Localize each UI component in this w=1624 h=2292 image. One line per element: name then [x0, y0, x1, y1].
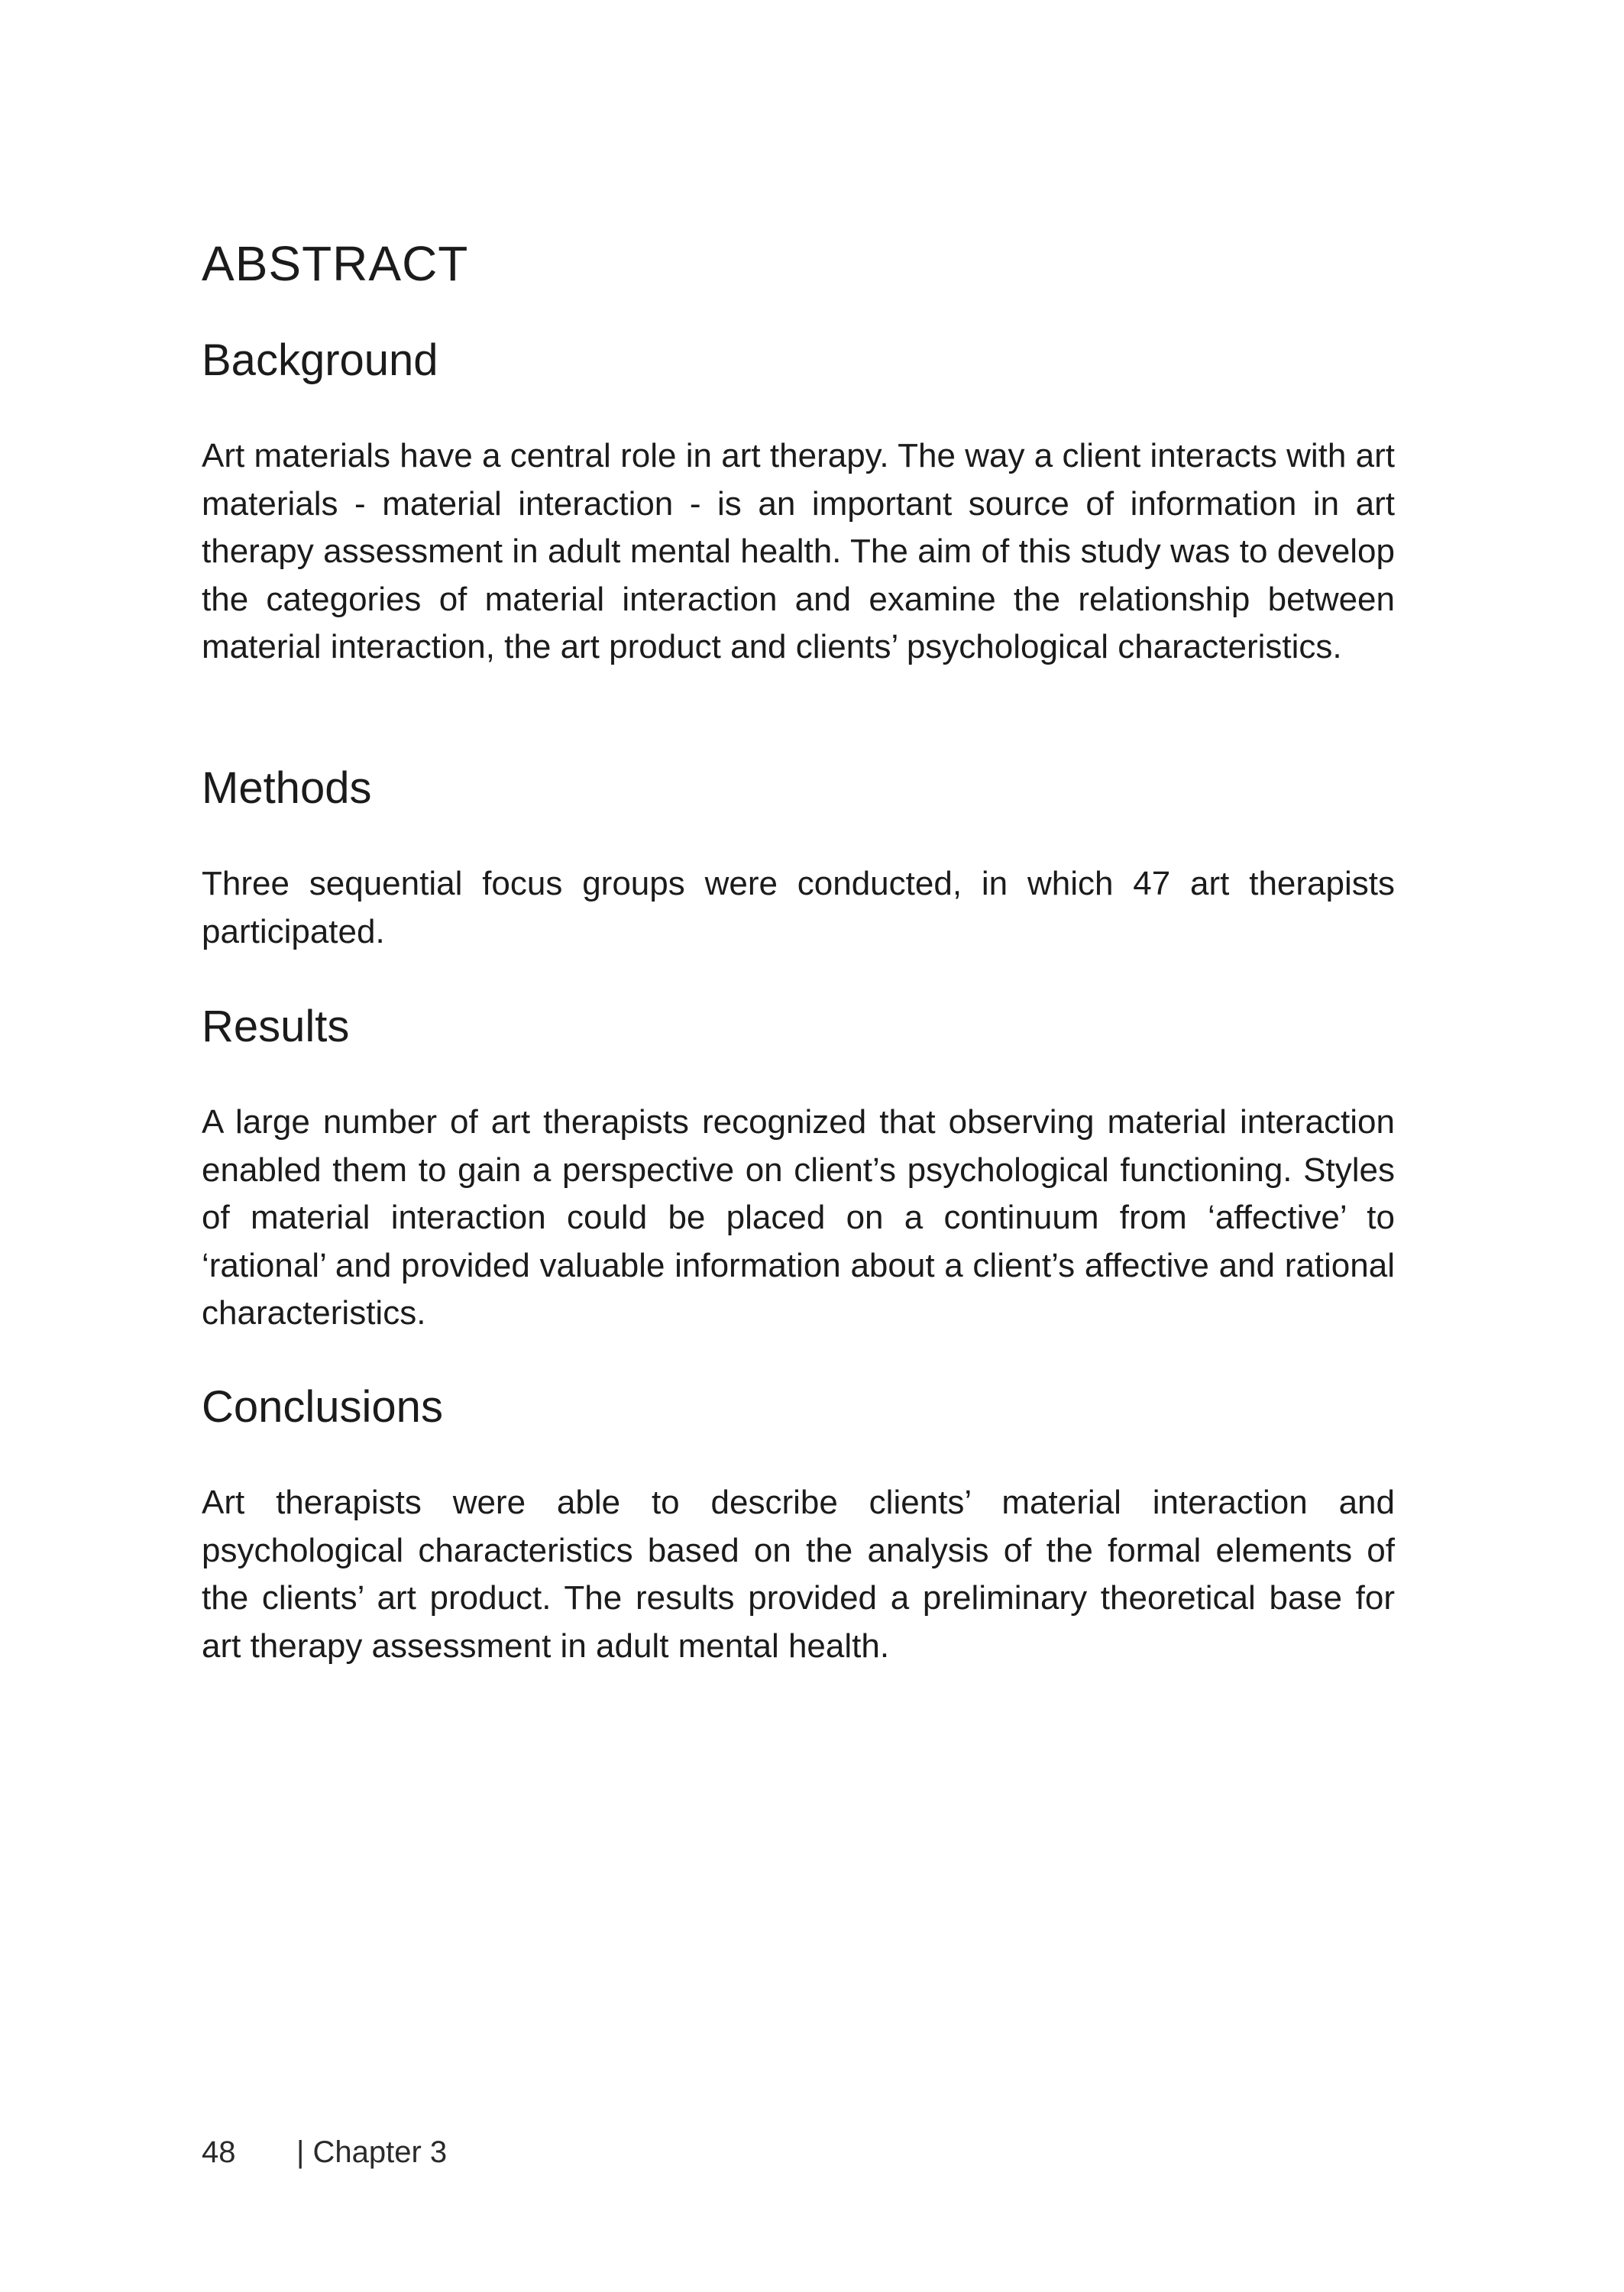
chapter-label: | Chapter 3	[296, 2135, 448, 2169]
conclusions-text: Art therapists were able to describe clients’ material interaction and psychological characteristics based on the analysis of the formal elements of the clients’ art product. The results provided a preliminary theoretical base for art therapy assessment in adult mental health.	[202, 1484, 1395, 1665]
results-text: A large number of art therapists recognized that observing material interaction enabled them to gain a perspective on client’s psychological functioning. Styles of material interaction could be placed on a continuum from ‘affective’ to ‘rational’ and provided valuable information about a client’s affective and rational characteristics.	[202, 1103, 1395, 1332]
results-heading: Results	[202, 1002, 350, 1051]
conclusions-heading: Conclusions	[202, 1382, 443, 1432]
background-heading: Background	[202, 335, 438, 385]
page-footer	[202, 2133, 447, 2171]
methods-heading: Methods	[202, 763, 372, 813]
methods-section	[202, 761, 1395, 956]
conclusions-section	[202, 1380, 1395, 1670]
background-section	[202, 333, 1395, 672]
background-text: Art materials have a central role in art therapy. The way a client interacts with art materials - material interaction - is an important source of information in art therapy assessment in adult mental health. The aim of this study was to develop the categories of material interaction and examine the relationship between material interaction, the art product and clients’ psychological characteristics.	[202, 437, 1395, 665]
page-number: 48	[202, 2135, 236, 2169]
results-section	[202, 999, 1395, 1338]
abstract-title: ABSTRACT	[202, 236, 469, 291]
methods-text: Three sequential focus groups were conducted, in which 47 art therapists participated.	[202, 865, 1395, 950]
